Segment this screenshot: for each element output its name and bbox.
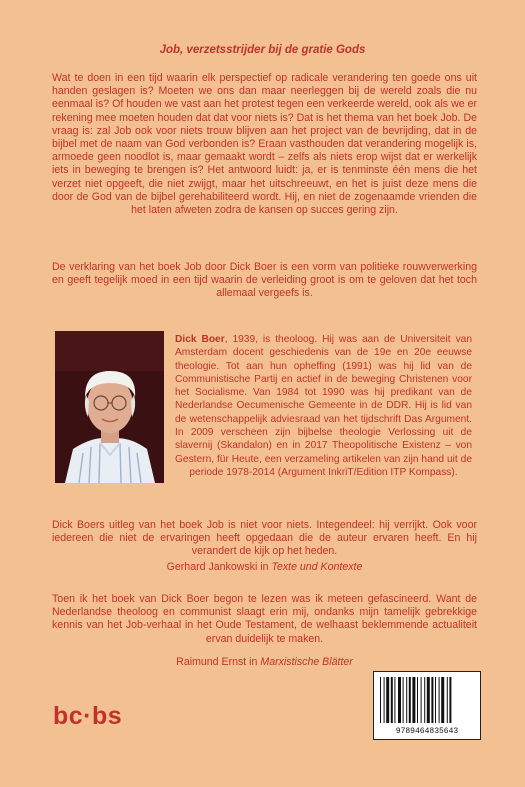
review-attribution-2 (52, 656, 477, 669)
review-attribution-1 (52, 561, 477, 574)
author-photo (55, 331, 164, 483)
isbn-number: 9789464835643 (395, 727, 459, 736)
second-paragraph: De verklaring van het boek Job door Dick Boer is een vorm van politieke rouwverwerking en geeft tegelijk moed in een tijd waarin de verleiding groot is om te geloven dat het toch allemaal vergeefs is. (52, 261, 477, 300)
publisher-logo: bc·bs (53, 702, 123, 730)
review-source-2: Marxistische Blätter (260, 656, 353, 668)
author-name: Dick Boer (175, 334, 225, 345)
review-source-1: Texte und Kontexte (271, 561, 363, 573)
book-title: Job, verzetsstrijder bij de gratie Gods (159, 44, 366, 56)
review-quote-2: Toen ik het boek van Dick Boer begon te lezen was ik meteen gefascineerd. Want de Nederlandse theoloog en communist slaagt erin mij, ondanks mijn tamelijk gebrekkige kennis van het Job-verhaal in het Oude Testament, de welhaast beklemmende actualiteit ervan duidelijk te maken. (52, 593, 477, 645)
author-bio-text: , 1939, is theoloog. Hij was aan de Universiteit van Amsterdam docent geschiedenis van de 19e en 20e eeuwse theologie. Tot aan hun opheffing (1991) was hij lid van de Communistische Partij en actief in de beweging Christenen voor het Socialisme. Van 1984 tot 1990 was hij predikant van de Nederlandse Oecumenische Gemeente in de DDR. Hij is lid van de wetenschappelijk adviesraad van het tijdschrift Das Argument. In 2009 verscheen zijn bijbelse theologie Verlossing uit de slavernij (Skandalon) en in 2017 Theopolitische Existenz – von Gestern, für Heute, een verzameling artikelen van zijn hand uit de periode 1978-2014 (Argument InkriT/Edition ITP Kompass). (175, 334, 472, 478)
barcode-bars (374, 672, 480, 728)
review-author-2: Raimund Ernst in (176, 656, 261, 668)
author-bio (175, 333, 472, 479)
review-author-1: Gerhard Jankowski in (166, 561, 272, 573)
review-quote-1: Dick Boers uitleg van het boek Job is niet voor niets. Integendeel: hij verrijkt. Ook voor iedereen die niet de ervaringen heeft opgedaan die de auteur ervaren heeft. En hij verandert de kijk op het heden. (52, 519, 477, 558)
isbn-barcode (373, 671, 481, 740)
intro-paragraph: Wat te doen in een tijd waarin elk perspectief op radicale verandering ten goede ons uit handen geslagen is? Moeten we ons dan maar neerleggen bij de wereld zoals die nu eenmaal is? Of houden we vast aan het protest tegen een verkeerde wereld, ook als we er rekening mee moeten houden dat dat voor niets is? Dat is het thema van het boek Job. De vraag is: zal Job ook voor niets trouw blijven aan het project van de bevrijding, dat in de bijbel met de naam van God verbonden is? Eraan vasthouden dat verandering mogelijk is, armoede geen noodlot is, maar gemaakt wordt – zelfs als niets erop wijst dat er werkelijk iets in beweging te brengen is? Het antwoord luidt: ja, er is tenminste één mens die het verzet niet opgeeft, die niet zwijgt, maar het uitschreeuwt, en het is juist deze mens die door de God van de bijbel gerehabiliteerd wordt. Hij, en niet de zogenaamde vrienden die het laten afweten zodra de kansen op succes gering zijn. (52, 72, 477, 217)
